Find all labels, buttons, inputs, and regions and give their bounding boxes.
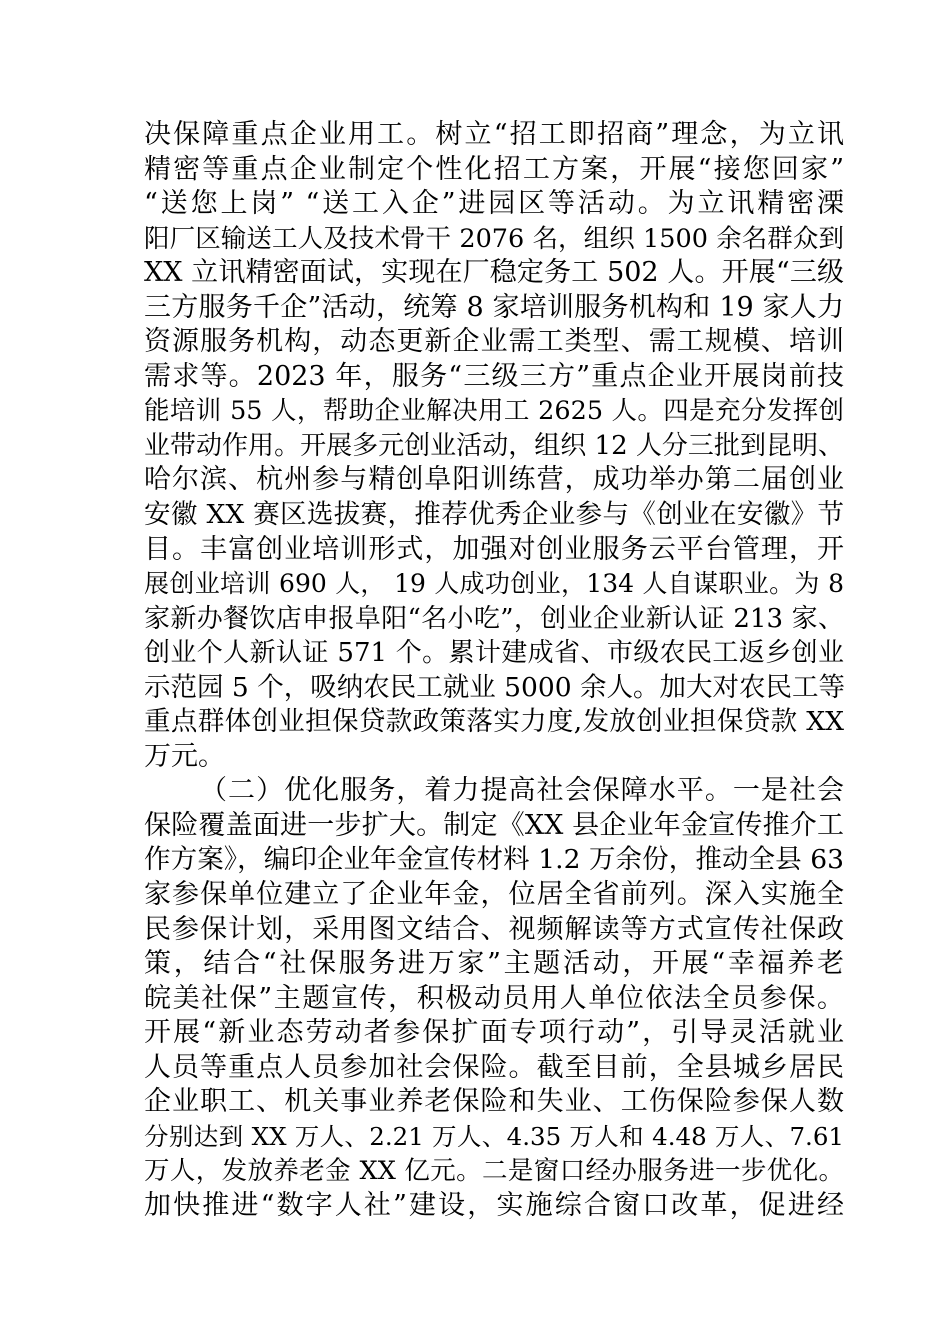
text-line: 家新办餐饮店申报阜阳“名小吃”，创业企业新认证 213 家、 xyxy=(144,603,844,634)
text-line: 万元。 xyxy=(144,740,225,772)
section-heading-line: （二）优化服务，着力提高社会保障水平。一是社会 xyxy=(200,775,844,807)
text-line: 开展“新业态劳动者参保扩面专项行动”，引导灵活就业 xyxy=(144,1017,844,1049)
text-line: 哈尔滨、杭州参与精创阜阳训练营，成功举办第二届创业 xyxy=(144,464,844,496)
text-line: 加快推进“数字人社”建设，实施综合窗口改革，促进经 xyxy=(144,1189,844,1221)
text-line: “送您上岗” “送工入企”进园区等活动。为立讯精密溧 xyxy=(144,188,844,220)
text-line: 目。丰富创业培训形式，加强对创业服务云平台管理，开 xyxy=(144,533,844,565)
document-body xyxy=(144,118,844,1224)
text-line: 需求等。2023 年，服务“三级三方”重点企业开展岗前技 xyxy=(144,360,844,392)
text-line: 创业个人新认证 571 个。累计建成省、市级农民工返乡创业 xyxy=(144,638,844,669)
text-line: 阳厂区输送工人及技术骨干 2076 名，组织 1500 余名群众到 xyxy=(144,223,844,254)
text-line: 精密等重点企业制定个性化招工方案，开展“接您回家” xyxy=(144,153,844,185)
text-line: 家参保单位建立了企业年金，位居全省前列。深入实施全 xyxy=(144,879,844,911)
text-line: 保险覆盖面进一步扩大。制定《XX 县企业年金宣传推介工 xyxy=(144,809,844,841)
text-line: 能培训 55 人，帮助企业解决用工 2625 人。四是充分发挥创 xyxy=(144,396,844,427)
text-line: 展创业培训 690 人， 19 人成功创业，134 人自谋职业。为 8 xyxy=(144,569,844,599)
text-line: 安徽 XX 赛区选拔赛，推荐优秀企业参与《创业在安徽》节 xyxy=(144,499,844,531)
text-line: 示范园 5 个，吸纳农民工就业 5000 余人。加大对农民工等 xyxy=(144,671,845,703)
text-line: 人员等重点人员参加社会保险。截至目前，全县城乡居民 xyxy=(144,1051,844,1083)
text-line: 业带动作用。开展多元创业活动，组织 12 人分三批到昆明、 xyxy=(144,430,844,461)
text-line: 决保障重点企业用工。树立“招工即招商”理念，为立讯 xyxy=(144,119,844,150)
text-line: 策，结合“社保服务进万家”主题活动，开展“幸福养老 xyxy=(144,948,844,980)
text-line: 企业职工、机关事业养老保险和失业、工伤保险参保人数 xyxy=(144,1086,844,1118)
text-line: 三方服务千企”活动，统筹 8 家培训服务机构和 19 家人力 xyxy=(144,291,844,323)
text-line: 作方案》，编印企业年金宣传材料 1.2 万余份，推动全县 63 xyxy=(144,844,844,876)
text-line: 民参保计划，采用图文结合、视频解读等方式宣传社保政 xyxy=(144,913,844,945)
text-line: XX 立讯精密面试，实现在厂稳定务工 502 人。开展“三级 xyxy=(144,257,844,289)
text-line: 分别达到 XX 万人、2.21 万人、4.35 万人和 4.48 万人、7.61 xyxy=(144,1121,844,1151)
text-line: 皖美社保”主题宣传，积极动员用人单位依法全员参保。 xyxy=(144,982,844,1014)
text-line: 资源服务机构，动态更新企业需工类型、需工规模、培训 xyxy=(144,326,844,358)
text-line: 重点群体创业担保贷款政策落实力度,发放创业担保贷款 XX xyxy=(144,706,844,738)
text-line: 万人，发放养老金 XX 亿元。二是窗口经办服务进一步优化。 xyxy=(144,1156,844,1187)
